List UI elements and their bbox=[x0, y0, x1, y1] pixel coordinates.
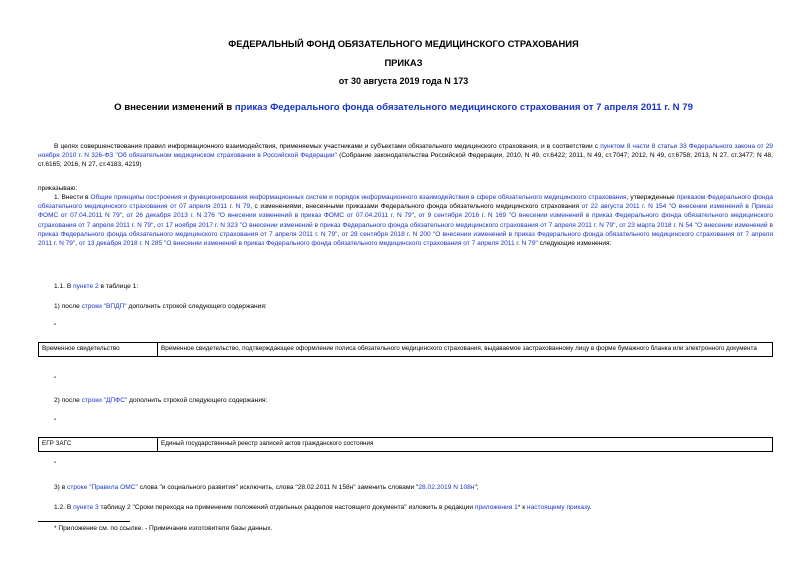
item1-text-6: , bbox=[153, 221, 158, 229]
order-169-link[interactable]: от 9 сентября 2016 г. N 169 "О внесении изменений в приказ Федерального фонда обязательного медицинского страхования от 7 апреля 2011 г. N 79" bbox=[38, 212, 774, 229]
order-54-link[interactable]: от 23 марта 2018 г. N 54 "О внесении изменений в приказ Федерального фонда обязательного медицинского страхования от 7 апреля 2011 г. N 79" bbox=[38, 221, 773, 238]
item-1-2-text-3: * к bbox=[517, 504, 527, 511]
general-principles-link[interactable]: Общие принципы построения и функционирования информационных систем и порядок информационного взаимодействия в сфере обязательного медицинского страхования bbox=[90, 194, 627, 201]
order-79-link[interactable]: приказом Федерального фонда обязательного медицинского страхования от 07 апреля 2011 г. N 79 bbox=[38, 194, 773, 211]
sub3-text-2: слова "и социального развития" исключить, слова "28.02.2011 N 158н" заменить словами " bbox=[137, 484, 419, 491]
closing-quote: " bbox=[54, 376, 57, 383]
opening-quote: " bbox=[54, 418, 57, 425]
dpfs-row-link[interactable]: строки "ДПФС" bbox=[81, 397, 128, 404]
order-276-link[interactable]: от 26 декабря 2013 г. N 276 "О внесении изменений в приказ ФОМС от 07.04.2011 г. N 79" bbox=[126, 212, 414, 220]
organization-name: ФЕДЕРАЛЬНЫЙ ФОНД ОБЯЗАТЕЛЬНОГО МЕДИЦИНСКОГО СТРАХОВАНИЯ bbox=[228, 38, 579, 49]
item-1-2 bbox=[54, 503, 591, 512]
preamble-text-2: (Собрание законодательства Российской Федерации, 2010, N 49, ст.6422; 2011, N 49, ст.7047; 2012, N 49, ст.6758; 2013, N 27, ст.3477; N 48, ст.6165; 2016, N 27, ст.4183, 4219) bbox=[38, 152, 773, 169]
order-323-link[interactable]: от 17 ноября 2017 г. N 323 "О внесении изменений в приказ Федерального фонда обязательного медицинского страхования от 7 апреля 2011 г. N 79" bbox=[157, 221, 616, 229]
item-1-1-text-1: 1.1. В bbox=[54, 283, 74, 290]
item-1-2-text-2: таблицу 2 "Сроки перехода на применение положений отдельных разделов настоящего документа" изложить в редакции bbox=[98, 504, 475, 511]
table-cell-term: ЕГР ЗАГС bbox=[39, 438, 158, 452]
order-200-link[interactable]: от 28 сентября 2018 г. N 200 "О внесении изменений в приказ Федерального фонда обязательного медицинского страхования от 7 апреля 2011 г. N 79" bbox=[38, 230, 774, 248]
item-1-2-text-4: . bbox=[589, 504, 592, 511]
oms-rules-row-link[interactable]: строке "Правила ОМС" bbox=[67, 484, 138, 491]
item1-text-2: , утвержденные bbox=[626, 194, 677, 201]
document-type: ПРИКАЗ bbox=[384, 57, 423, 68]
order-285-link[interactable]: от 13 декабря 2018 г. N 285 "О внесении изменений в приказ Федерального фонда обязательного медицинского страхования от 7 апреля 2011 г. N 79" bbox=[78, 240, 538, 248]
item-1-1 bbox=[54, 282, 138, 291]
table-row bbox=[39, 343, 773, 357]
point-3-link[interactable]: пункте 3 bbox=[73, 504, 99, 511]
closing-quote: " bbox=[54, 461, 57, 468]
document-date-number: от 30 августа 2019 года N 173 bbox=[338, 76, 469, 86]
sub3-text-1: 3) в bbox=[54, 484, 68, 491]
title-prefix: О внесении изменений в bbox=[114, 102, 235, 113]
sub-item-3 bbox=[54, 483, 479, 492]
item1-text-4: , bbox=[122, 212, 127, 220]
opening-quote: " bbox=[54, 323, 57, 330]
sub2-text-2: дополнить строкой следующего содержания: bbox=[127, 397, 268, 404]
sub3-text-3: "; bbox=[474, 484, 479, 491]
table-cell-term: Временное свидетельство bbox=[39, 343, 158, 357]
item1-text-8: , bbox=[337, 230, 342, 238]
item-1-paragraph bbox=[38, 193, 773, 248]
item1-text-10: следующие изменения: bbox=[537, 240, 612, 248]
item1-text-9: , bbox=[75, 240, 79, 248]
vpdp-row-link[interactable]: строки "ВПДП" bbox=[81, 303, 127, 310]
footnote-divider bbox=[38, 521, 130, 522]
title-link[interactable]: приказ Федерального фонда обязательного медицинского страхования от 7 апреля 2011 г. N 79 bbox=[234, 102, 693, 113]
preamble-paragraph bbox=[38, 142, 773, 170]
this-order-link[interactable]: настоящему приказу bbox=[526, 504, 590, 511]
footnote: * Приложение см. по ссылке. - Примечание изготовителя базы данных. bbox=[54, 525, 273, 532]
inserted-row-table-1 bbox=[38, 342, 773, 357]
order-154-link[interactable]: от 22 августа 2011 г. N 154 "О внесении изменений в Приказ ФОМС от 07.04.2011 N 79" bbox=[38, 203, 773, 220]
item1-text-1: 1. Внести в bbox=[54, 194, 91, 201]
table-cell-definition: Единый государственный реестр записей актов гражданского состояния bbox=[158, 438, 773, 452]
preamble-text-1: В целях совершенствования правил информационного взаимодействия, применяемых участниками и субъектами обязательного медицинского страхования, и в соответствии с bbox=[54, 143, 601, 150]
item-1-2-text-1: 1.2. В bbox=[54, 504, 74, 511]
item1-text-3: , с изменениями, внесенными приказами Федерального фонда обязательного медицинского страхования bbox=[250, 203, 582, 211]
order-108n-link[interactable]: 28.02.2019 N 108н bbox=[418, 484, 475, 491]
sub2-text-1: 2) после bbox=[54, 397, 82, 404]
item-1-1-text-2: в таблице 1: bbox=[98, 283, 139, 290]
sub1-text-2: дополнить строкой следующего содержания: bbox=[126, 303, 267, 310]
page-title bbox=[0, 102, 807, 114]
law-326-fz-link[interactable]: пунктом 8 части 8 статьи 33 Федерального закона от 29 ноября 2010 г. N 326-ФЗ "Об обязательном медицинском страховании в Российской Федерации" bbox=[38, 143, 774, 160]
sub1-text-1: 1) после bbox=[54, 303, 82, 310]
item1-text-5: , bbox=[413, 212, 419, 220]
inserted-row-table-2 bbox=[38, 437, 773, 452]
appendix-1-link[interactable]: приложения 1 bbox=[474, 504, 518, 511]
orders-label: приказываю: bbox=[38, 185, 78, 192]
point-2-link[interactable]: пункте 2 bbox=[73, 283, 99, 290]
item1-text-7: , bbox=[615, 221, 620, 229]
sub-item-1 bbox=[54, 302, 267, 311]
sub-item-2 bbox=[54, 396, 267, 405]
table-row bbox=[39, 438, 773, 452]
table-cell-definition: Временное свидетельство, подтверждающее оформление полиса обязательного медицинского страхования, выдаваемое застрахованному лицу в форме бумажного бланка или электронного документа bbox=[158, 343, 773, 357]
